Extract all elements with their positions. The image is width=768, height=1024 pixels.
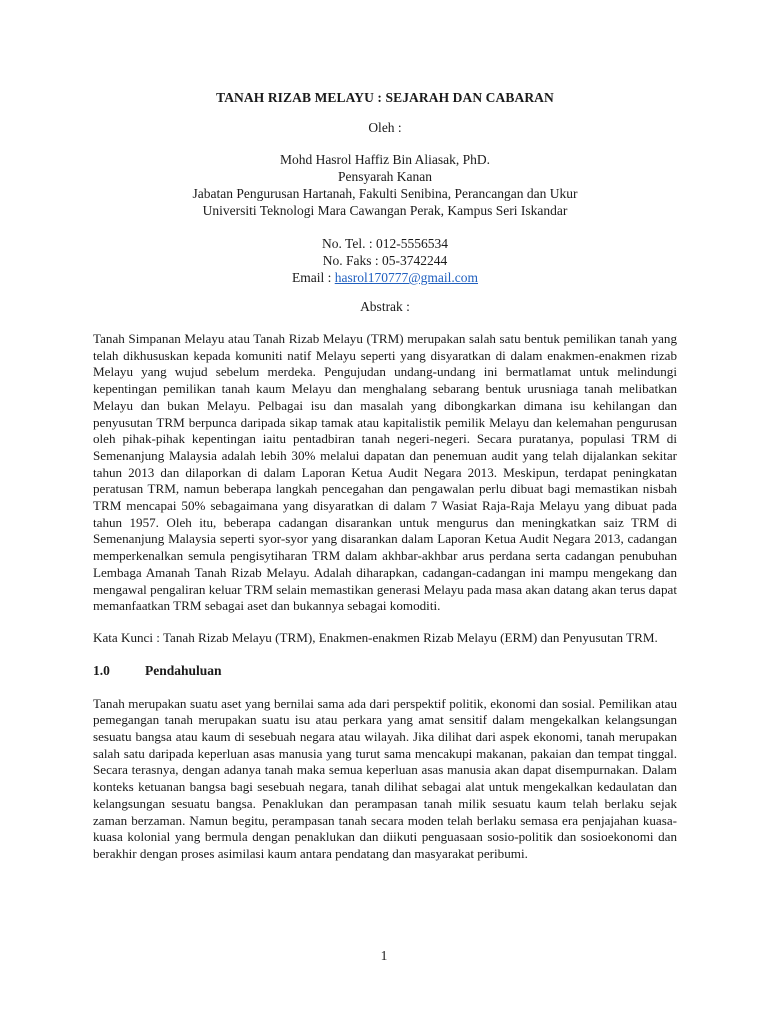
document-title: TANAH RIZAB MELAYU : SEJARAH DAN CABARAN: [216, 90, 554, 105]
keywords-paragraph: Kata Kunci : Tanah Rizab Melayu (TRM), Enakmen-enakmen Rizab Melayu (ERM) dan Penyusutan TRM.: [93, 629, 658, 645]
section-number: 1.0: [93, 662, 110, 678]
contact-fax: No. Faks : 05-3742244: [322, 253, 448, 268]
author-university: Universiti Teknologi Mara Cawangan Perak, Kampus Seri Iskandar: [202, 203, 568, 218]
author-position: Pensyarah Kanan: [337, 169, 433, 184]
email-label: Email :: [291, 270, 335, 285]
abstract-paragraph: Tanah Simpanan Melayu atau Tanah Rizab Melayu (TRM) merupakan salah satu bentuk pemilikan tanah yang telah dikhususkan kepada komuniti natif Melayu seperti yang disyaratkan di dalam enakmen-enakmen rizab Melayu yang wujud sebelum merdeka. Pengujudan undang-undang ini bermatlamat untuk melindungi kepentingan pemilikan tanah kaum Melayu dan menghalang sebarang bentuk urusniaga tanah melibatkan Melayu dan bukan Melayu. Pelbagai isu dan masalah yang dibongkarkan dimana isu kehilangan dan penyusutan TRM berpunca daripada sikap tamak atau kapitalistik pemilik Melayu dan kelemahan pengurusan oleh pihak-pihak kepentingan iaitu pentadbiran tanah negeri-negeri. Secara puratanya, populasi TRM di Semenanjung Malaysia adalah lebih 30% melalui dapatan dan penemuan audit yang telah dijalankan sekitar tahun 2013 dan dilaporkan di dalam Laporan Ketua Audit Negara 2013. Meskipun, terdapat peningkatan peratusan TRM, namun beberapa langkah pencegahan dan pengawalan perlu dibuat bagi memastikan nisbah TRM mencapai 50% sebagaimana yang disyaratkan di dalam 7 Wasiat Raja-Raja Melayu yang dibuat pada tahun 1957. Oleh itu, beberapa cadangan disarankan untuk mengurus dan meningkatkan saiz TRM di Semenanjung Malaysia seperti syor-syor yang disarankan dalam Laporan Ketua Audit Negara 2013, cadangan memperkenalkan semula pengisytiharan TRM dalam akhbar-akhbar arus perdana serta cadangan penubuhan Lembaga Amanah Tanah Rizab Melayu. Adalah diharapkan, cadangan-cadangan ini mampu mengekang dan mengawal pengaliran keluar TRM selain memastikan generasi Melayu pada masa akan datang akan terus dapat memanfaatkan TRM sebagai aset dan bukannya sebagai komoditi.: [93, 331, 677, 614]
page-number: 1: [380, 948, 388, 963]
contact-block: [93, 235, 677, 286]
email-link[interactable]: hasrol170777@gmail.com: [334, 270, 479, 285]
contact-email-line: [93, 269, 677, 286]
abstract-label: Abstrak :: [360, 299, 410, 314]
by-label: Oleh :: [368, 120, 402, 135]
author-name: Mohd Hasrol Haffiz Bin Aliasak, PhD.: [279, 152, 491, 167]
section-heading: [93, 662, 677, 679]
author-department: Jabatan Pengurusan Hartanah, Fakulti Senibina, Perancangan dan Ukur: [192, 186, 578, 201]
intro-paragraph: Tanah merupakan suatu aset yang bernilai sama ada dari perspektif politik, ekonomi dan sosial. Pemilikan atau pemegangan tanah merupakan suatu isu atau perkara yang amat sensitif dalam mengekalkan kelangsungan sesuatu bangsa atau kaum di sesebuah negara atau wilayah. Jika dilihat dari aspek ekonomi, tanah merupakan salah satu daripada keperluan asas manusia yang turut sama mencakupi makanan, pakaian dan tempat tinggal. Secara terasnya, dengan adanya tanah maka semua keperluan asas manusia akan dapat disempurnakan. Dalam konteks ketuanan bangsa bagi sesebuah negara, tanah dilihat sebagai alat untuk mengekalkan kedaulatan dan kelangsungan sesuatu bangsa. Penaklukan dan perampasan tanah milik sesuatu kaum telah berlaku sejak zaman berzaman. Namun begitu, perampasan tanah secara moden telah berlaku semasa era penjajahan kuasa-kuasa kolonial yang bermula dengan penaklukan dan diikuti penguasaan sosio-politik dan sosioekonomi dan berakhir dengan proses asimilasi kaum antara pendatang dan masyarakat peribumi.: [93, 695, 677, 861]
author-block: [93, 151, 677, 219]
section-title: Pendahuluan: [145, 662, 222, 678]
document-page: [93, 82, 677, 863]
contact-tel: No. Tel. : 012-5556534: [322, 236, 448, 251]
